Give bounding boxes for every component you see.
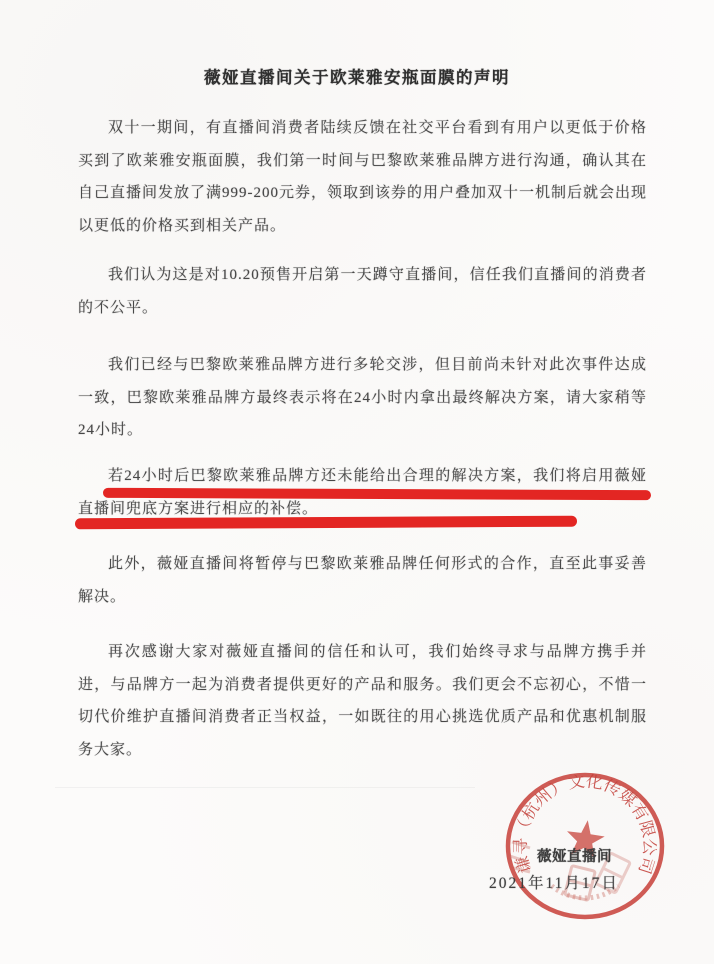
seal-ring-text: 谦寻（杭州）文化传媒有限公司 (512, 773, 658, 876)
paragraph-3: 我们已经与巴黎欧莱雅品牌方进行多轮交涉，但目前尚未针对此次事件达成一致，巴黎欧莱雅品牌方最终表示将在24小时内拿出最终解决方案，请大家稍等24小时。 (78, 357, 647, 438)
date-text: 2021年11月17日 (489, 875, 619, 892)
document-title: 薇娅直播间关于欧莱雅安瓶面膜的声明 (204, 68, 510, 87)
paragraph-6: 再次感谢大家对薇娅直播间的信任和认可，我们始终寻求与品牌方携手并进，与品牌方一起为消费者提供更好的产品和服务。我们更会不忘初心，不惜一切代价维护直播间消费者正当权益，一如既往的用心挑选优质产品和优惠机制服务大家。 (78, 644, 647, 758)
paragraph-1: 双十一期间，有直播间消费者陆续反馈在社交平台看到有用户以更低于价格买到了欧莱雅安瓶面膜，我们第一时间与巴黎欧莱雅品牌方进行沟通，确认其在自己直播间发放了满999-200元券，领取到该券的用户叠加双十一机制后就会出现以更低的价格买到相关产品。 (78, 120, 647, 234)
paragraph-4-highlighted: 若24小时后巴黎欧莱雅品牌方还未能给出合理的解决方案，我们将启用薇娅直播间兜底方案进行相应的补偿。 (78, 468, 647, 517)
paragraph-2: 我们认为这是对10.20预售开启第一天蹲守直播间，信任我们直播间的消费者的不公平。 (78, 267, 647, 316)
paragraph-5: 此外，薇娅直播间将暂停与巴黎欧莱雅品牌任何形式的合作，直至此事妥善解决。 (78, 556, 647, 605)
scan-artifact-line (55, 787, 475, 788)
red-underline-line2 (75, 516, 577, 529)
signature-text: 薇娅直播间 (537, 849, 612, 865)
